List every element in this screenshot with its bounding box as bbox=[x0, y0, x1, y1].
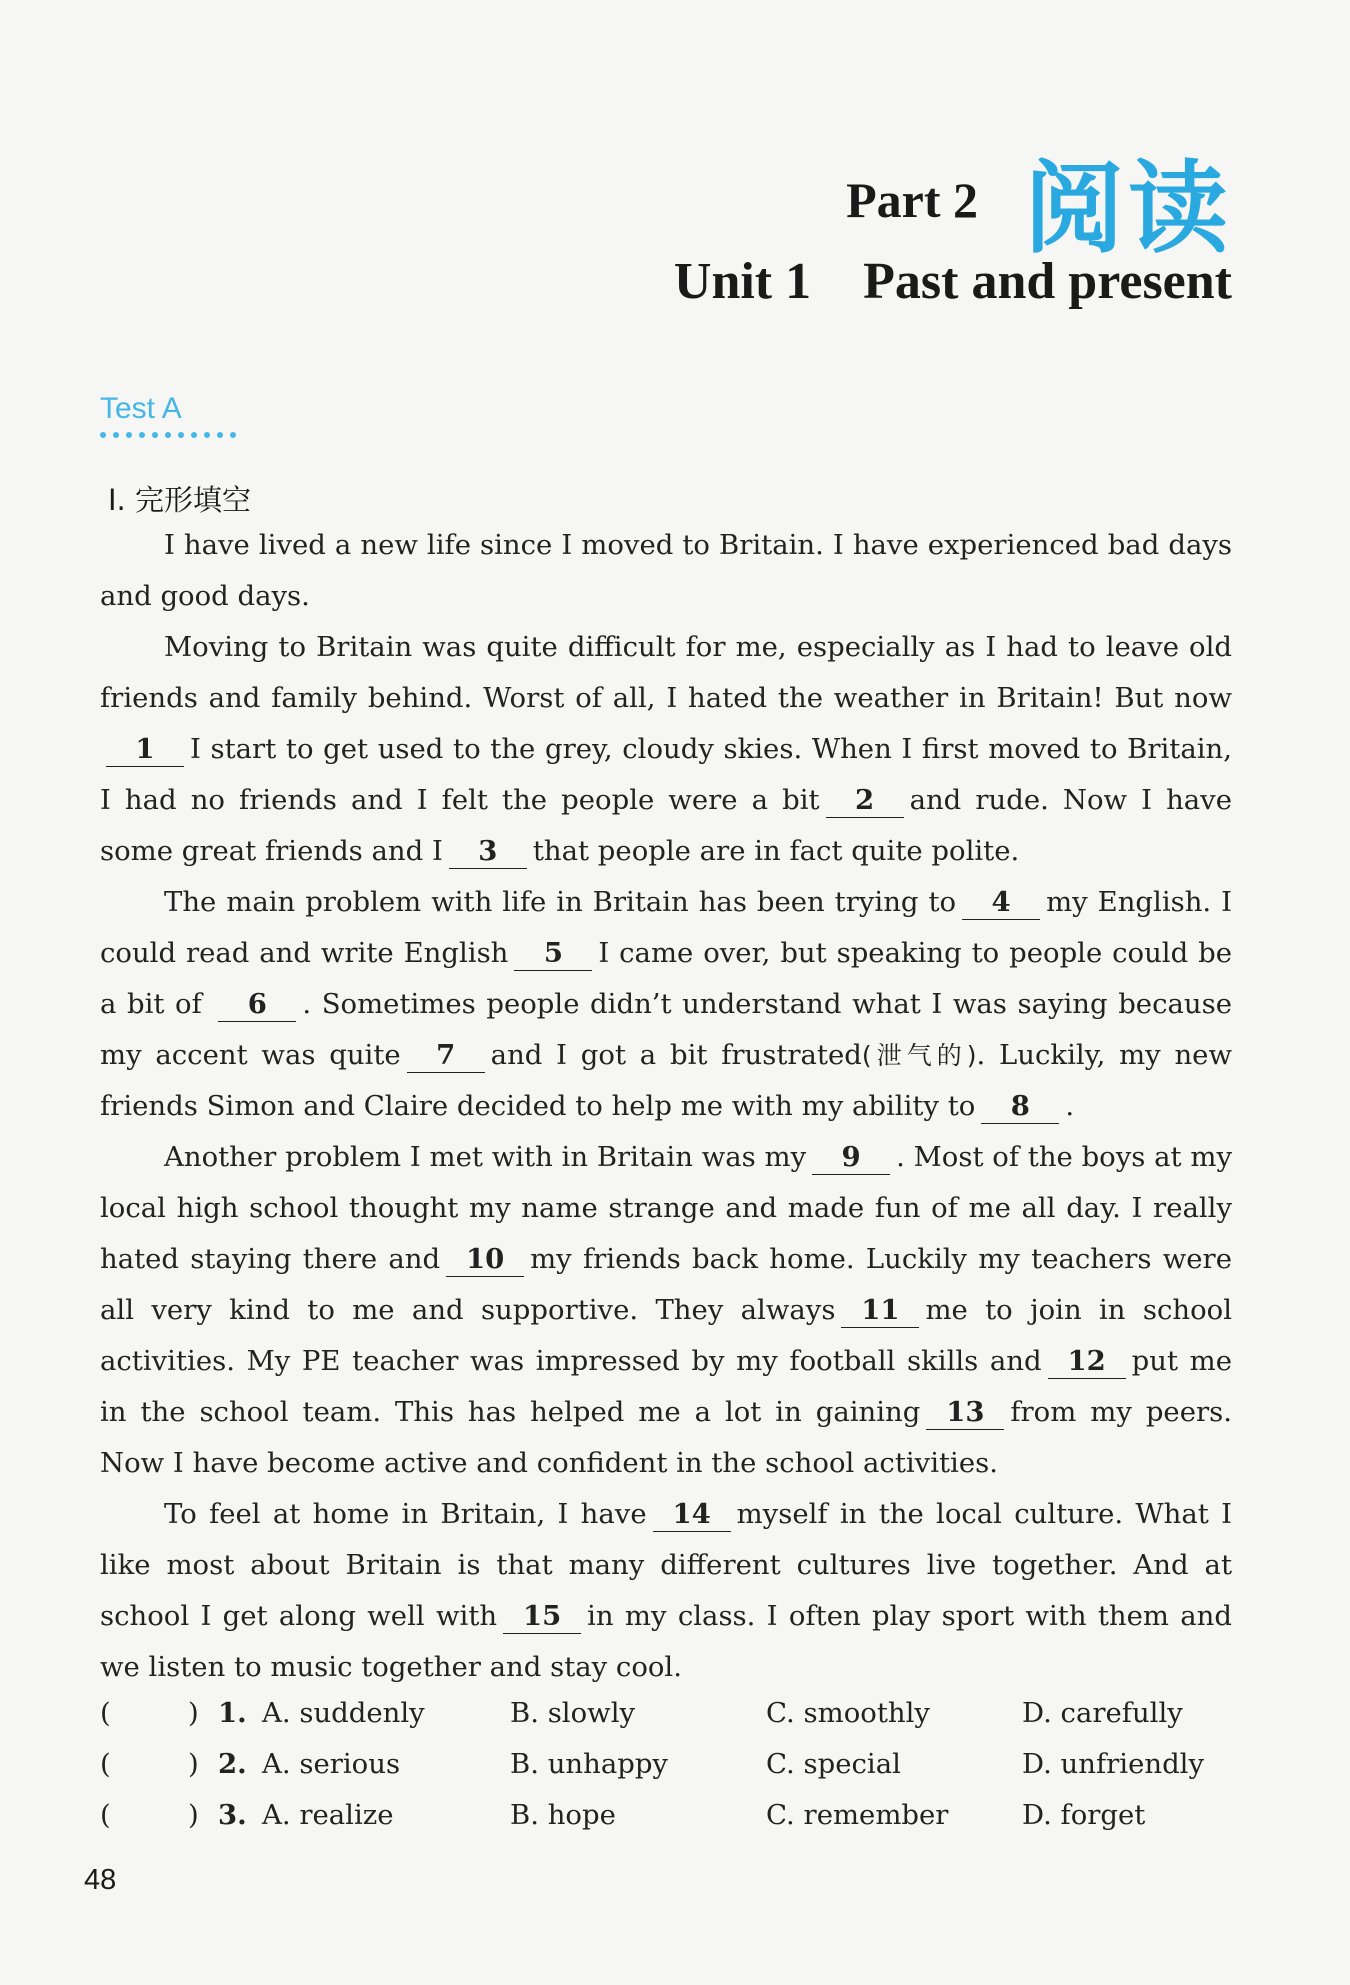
question-row bbox=[100, 1799, 1240, 1850]
answer-paren-open: ( bbox=[100, 1748, 111, 1780]
blank-9: 9 bbox=[812, 1140, 890, 1175]
option-a: A. realize bbox=[262, 1799, 394, 1831]
paragraph-3: The main problem with life in Britain has been trying to 4 my English. I could read and write English 5 I came over, but speaking to people could be a bit of 6 . Sometimes people didn’t understand what I was saying because my accent was quite 7 and I got a bit frustrated(泄气的). Luckily, my new friends Simon and Claire decided to help me with my ability to 8 . bbox=[100, 886, 1232, 1122]
blank-12: 12 bbox=[1048, 1344, 1126, 1379]
paragraph-5: To feel at home in Britain, I have 14 myself in the local culture. What I like most about Britain is that many different cultures live together. And at school I get along well with 15 in my class. I often play sport with them and we listen to music together and stay cool. bbox=[100, 1498, 1233, 1683]
question-number: 1. bbox=[218, 1697, 247, 1729]
section-title: Ⅰ. 完形填空 bbox=[108, 483, 251, 517]
question-list bbox=[100, 1697, 1240, 1850]
option-c: C. special bbox=[766, 1748, 901, 1780]
test-label-dotted-underline bbox=[100, 432, 236, 438]
test-label: Test A bbox=[100, 392, 182, 425]
blank-7: 7 bbox=[407, 1038, 485, 1073]
blank-8: 8 bbox=[981, 1089, 1059, 1124]
blank-3: 3 bbox=[449, 834, 527, 869]
option-b: B. hope bbox=[510, 1799, 616, 1831]
blank-2: 2 bbox=[826, 783, 904, 818]
question-number: 3. bbox=[218, 1799, 247, 1831]
unit-name: Past and present bbox=[863, 253, 1232, 310]
option-c: C. smoothly bbox=[766, 1697, 930, 1729]
chinese-gloss: (泄气的) bbox=[861, 1041, 977, 1070]
paragraph-2: Moving to Britain was quite difficult for me, especially as I had to leave old friends and family behind. Worst of all, I hated the weather in Britain! But now1 I start to get used to the grey, cloudy skies. When I first moved to Britain, I had no friends and I felt the people were a bit 2 and rude. Now I have some great friends and I 3 that people are in fact quite polite. bbox=[100, 631, 1232, 867]
answer-paren-close: ) bbox=[188, 1799, 199, 1831]
question-row bbox=[100, 1697, 1240, 1748]
blank-15: 15 bbox=[503, 1599, 581, 1634]
option-b: B. slowly bbox=[510, 1697, 636, 1729]
blank-14: 14 bbox=[653, 1497, 731, 1532]
question-number: 2. bbox=[218, 1748, 247, 1780]
unit-label: Unit 1 bbox=[673, 253, 812, 310]
part-header bbox=[846, 128, 1232, 272]
blank-13: 13 bbox=[926, 1395, 1004, 1430]
answer-paren-open: ( bbox=[100, 1799, 111, 1831]
blank-1: 1 bbox=[106, 732, 184, 767]
blank-4: 4 bbox=[962, 885, 1040, 920]
option-d: D. unfriendly bbox=[1022, 1748, 1205, 1780]
answer-paren-close: ) bbox=[188, 1748, 199, 1780]
blank-5: 5 bbox=[514, 936, 592, 971]
paragraph-4: Another problem I met with in Britain was my 9 . Most of the boys at my local high school thought my name strange and made fun of me all day. I really hated staying there and 10 my friends back home. Luckily my teachers were all very kind to me and supportive. They always 11 me to join in school activities. My PE teacher was impressed by my football skills and 12 put me in the school team. This has helped me a lot in gaining 13 from my peers. Now I have become active and confident in the school activities. bbox=[100, 1141, 1232, 1479]
part-chinese-title: 阅读 bbox=[1024, 150, 1232, 267]
blank-11: 11 bbox=[841, 1293, 919, 1328]
answer-paren-open: ( bbox=[100, 1697, 111, 1729]
page-number: 48 bbox=[84, 1864, 117, 1896]
part-label: Part 2 bbox=[846, 172, 978, 228]
option-a: A. serious bbox=[262, 1748, 401, 1780]
unit-title bbox=[674, 252, 1232, 311]
question-row bbox=[100, 1748, 1240, 1799]
option-a: A. suddenly bbox=[262, 1697, 425, 1729]
option-d: D. carefully bbox=[1022, 1697, 1183, 1729]
answer-paren-close: ) bbox=[188, 1697, 199, 1729]
blank-10: 10 bbox=[446, 1242, 524, 1277]
option-b: B. unhappy bbox=[510, 1748, 668, 1780]
paragraph-1: I have lived a new life since I moved to Britain. I have experienced bad days and good days. bbox=[100, 529, 1232, 612]
cloze-passage bbox=[100, 520, 1232, 1693]
option-c: C. remember bbox=[766, 1799, 949, 1831]
option-d: D. forget bbox=[1022, 1799, 1146, 1831]
blank-6: 6 bbox=[218, 987, 296, 1022]
